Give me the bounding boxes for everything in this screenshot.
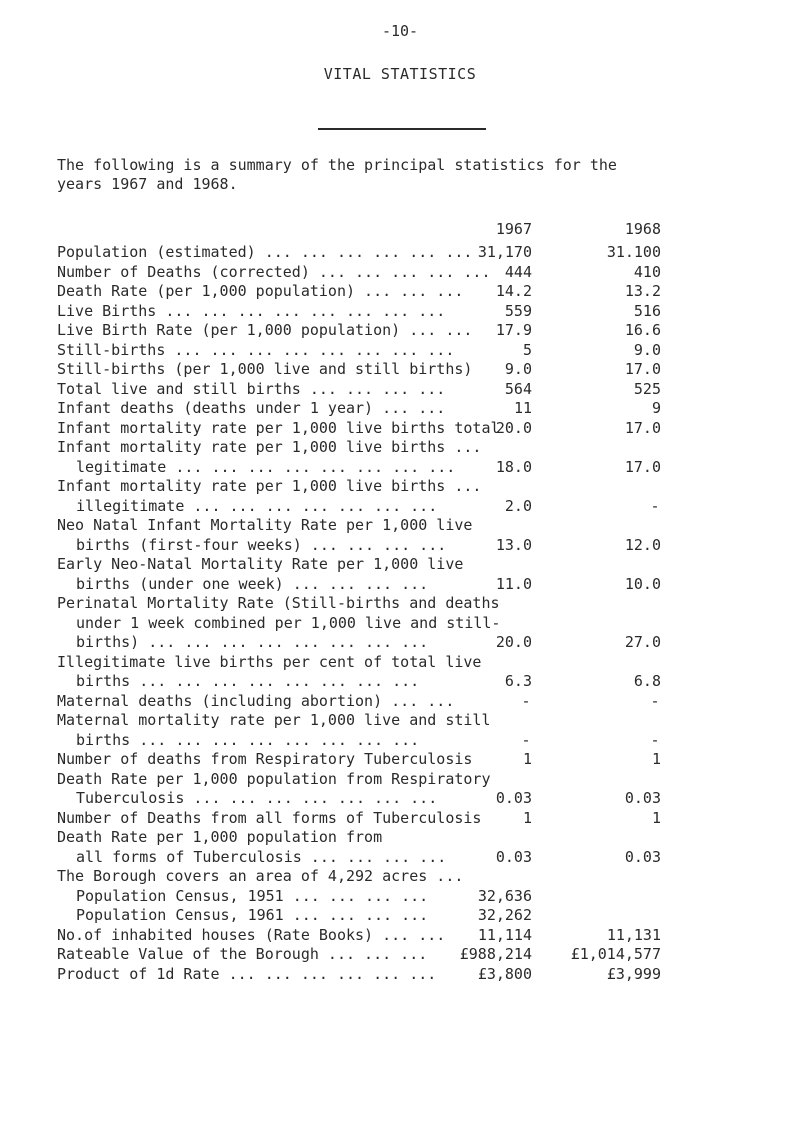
value-1967: 9.0	[504, 360, 532, 378]
stat-label: illegitimate ... ... ... ... ... ... ...	[76, 496, 438, 515]
stat-row	[0, 692, 800, 712]
stat-row	[0, 828, 800, 867]
stat-row	[0, 770, 800, 809]
stat-label: Infant mortality rate per 1,000 live births ...	[57, 477, 482, 495]
page-number: -10-	[381, 22, 419, 40]
value-1968: 31.100	[606, 243, 661, 261]
value-1967: 13.0	[495, 535, 532, 554]
value-1968: 1	[651, 750, 661, 768]
stat-label: births) ... ... ... ... ... ... ... ...	[76, 633, 429, 651]
stat-label: Death Rate per 1,000 population from Respiratory	[57, 769, 491, 788]
value-1968: 10.0	[624, 574, 661, 593]
stat-row	[0, 477, 800, 516]
value-1968: 16.6	[624, 321, 661, 339]
value-1968: £1,014,577	[570, 945, 661, 963]
stat-row	[0, 965, 800, 985]
stat-label: Early Neo-Natal Mortality Rate per 1,000 live	[57, 555, 464, 573]
stat-label: No.of inhabited houses (Rate Books) ... ...	[57, 925, 446, 944]
value-1968: 6.8	[633, 672, 661, 690]
stat-row	[0, 341, 800, 361]
stat-row	[0, 809, 800, 829]
stat-label: Maternal deaths (including abortion) ... ...	[57, 691, 455, 710]
stat-label: Number of deaths from Respiratory Tuberculosis	[57, 750, 473, 768]
value-1967: 31,170	[477, 243, 532, 261]
value-1967: 2.0	[504, 496, 532, 515]
value-1968: -	[650, 496, 660, 515]
stat-row	[0, 926, 800, 946]
stat-row	[0, 263, 800, 283]
stat-label: legitimate ... ... ... ... ... ... ... ...	[76, 457, 456, 476]
value-1967: 20.0	[495, 418, 532, 437]
stat-label: Still-births (per 1,000 live and still births)	[57, 360, 473, 378]
stat-row	[0, 711, 800, 750]
stat-label: Infant mortality rate per 1,000 live births total	[57, 418, 500, 437]
stat-label: births (first-four weeks) ... ... ... ...	[76, 535, 447, 554]
value-1967: 32,262	[477, 906, 532, 924]
value-1968: 516	[633, 301, 661, 320]
stat-row	[0, 399, 800, 419]
stat-row	[0, 438, 800, 477]
stat-label: The Borough covers an area of 4,292 acres ...	[57, 867, 464, 885]
stat-label: Number of Deaths (corrected) ... ... ... ... ...	[57, 262, 491, 281]
year-header-1968: 1968	[624, 220, 661, 238]
stat-label: Number of Deaths from all forms of Tuberculosis	[57, 808, 482, 827]
stat-row	[0, 321, 800, 341]
value-1968: 525	[633, 379, 661, 398]
stat-row	[0, 887, 800, 907]
value-1968: 17.0	[624, 360, 661, 378]
value-1967: £988,214	[459, 945, 532, 963]
stat-label: Infant mortality rate per 1,000 live births ...	[57, 438, 482, 456]
stat-row	[0, 243, 800, 263]
stat-row	[0, 555, 800, 594]
stat-label: Death Rate per 1,000 population from	[57, 828, 383, 846]
stat-label: Death Rate (per 1,000 population) ... ... ...	[57, 282, 464, 300]
value-1968: 9	[651, 399, 661, 417]
value-1967: 20.0	[495, 633, 532, 651]
stat-row	[0, 594, 800, 653]
value-1967: 32,636	[477, 886, 532, 905]
stat-label: Illegitimate live births per cent of total live	[57, 652, 482, 671]
value-1967: 14.2	[495, 282, 532, 300]
value-1967: 11,114	[477, 925, 532, 944]
stat-row	[0, 867, 800, 887]
value-1967: 444	[504, 262, 532, 281]
stat-row	[0, 653, 800, 692]
stat-label: Total live and still births ... ... ... ...	[57, 379, 446, 398]
stat-label: Product of 1d Rate ... ... ... ... ... ...	[57, 964, 437, 983]
value-1967: 0.03	[495, 847, 532, 866]
value-1967: -	[521, 691, 531, 710]
stat-label: under 1 week combined per 1,000 live and still-	[76, 613, 501, 632]
stat-row	[0, 302, 800, 322]
value-1967: 5	[522, 340, 532, 359]
stat-label: Live Birth Rate (per 1,000 population) ... ...	[57, 321, 473, 339]
value-1968: 12.0	[624, 535, 661, 554]
stat-row	[0, 750, 800, 770]
year-header-1967: 1967	[495, 220, 532, 238]
value-1968: £3,999	[606, 964, 661, 983]
stat-label: Infant deaths (deaths under 1 year) ... ...	[57, 399, 446, 417]
value-1967: -	[521, 730, 531, 749]
value-1968: 0.03	[624, 789, 661, 807]
stat-label: Rateable Value of the Borough ... ... ...	[57, 945, 428, 963]
stat-label: Still-births ... ... ... ... ... ... ... ...	[57, 340, 455, 359]
stat-label: Population Census, 1951 ... ... ... ...	[76, 886, 429, 905]
value-1967: 17.9	[495, 321, 532, 339]
stat-row	[0, 906, 800, 926]
stat-label: births ... ... ... ... ... ... ... ...	[76, 730, 420, 749]
value-1968: 410	[633, 262, 661, 281]
statistics-table	[0, 243, 800, 984]
stat-label: Maternal mortality rate per 1,000 live and still	[57, 711, 491, 729]
stat-row	[0, 380, 800, 400]
value-1968: 1	[651, 808, 661, 827]
stat-label: Tuberculosis ... ... ... ... ... ... ...	[76, 789, 438, 807]
intro-paragraph	[57, 156, 757, 194]
stat-label: Population (estimated) ... ... ... ... ... ...	[57, 243, 473, 261]
stat-row	[0, 360, 800, 380]
stat-label: all forms of Tuberculosis ... ... ... ...	[76, 847, 447, 866]
value-1967: £3,800	[477, 964, 532, 983]
value-1968: 11,131	[606, 925, 661, 944]
stat-label: Live Births ... ... ... ... ... ... ... ...	[57, 301, 446, 320]
value-1967: 1	[522, 750, 532, 768]
stat-label: Perinatal Mortality Rate (Still-births and deaths	[57, 594, 500, 612]
value-1968: 0.03	[624, 847, 661, 866]
value-1968: 13.2	[624, 282, 661, 300]
value-1968: -	[650, 691, 660, 710]
value-1967: 18.0	[495, 457, 532, 476]
value-1967: 1	[522, 808, 532, 827]
value-1968: 27.0	[624, 633, 661, 651]
value-1967: 0.03	[495, 789, 532, 807]
stat-row	[0, 945, 800, 965]
value-1967: 564	[504, 379, 532, 398]
stat-row	[0, 282, 800, 302]
value-1967: 11	[513, 399, 532, 417]
value-1968: 17.0	[624, 457, 661, 476]
intro-line: The following is a summary of the principal statistics for the	[57, 156, 617, 174]
value-1968: -	[650, 730, 660, 749]
page-title: VITAL STATISTICS	[323, 65, 477, 83]
stat-row	[0, 419, 800, 439]
intro-line: years 1967 and 1968.	[57, 175, 238, 193]
stat-label: births ... ... ... ... ... ... ... ...	[76, 672, 420, 690]
value-1968: 9.0	[633, 340, 661, 359]
value-1967: 11.0	[495, 574, 532, 593]
title-underline	[318, 128, 486, 130]
stat-label: Population Census, 1961 ... ... ... ...	[76, 906, 429, 924]
stat-row	[0, 516, 800, 555]
value-1967: 559	[504, 301, 532, 320]
value-1968: 17.0	[624, 418, 661, 437]
stat-label: Neo Natal Infant Mortality Rate per 1,000 live	[57, 516, 473, 534]
value-1967: 6.3	[504, 672, 532, 690]
stat-label: births (under one week) ... ... ... ...	[76, 574, 429, 593]
